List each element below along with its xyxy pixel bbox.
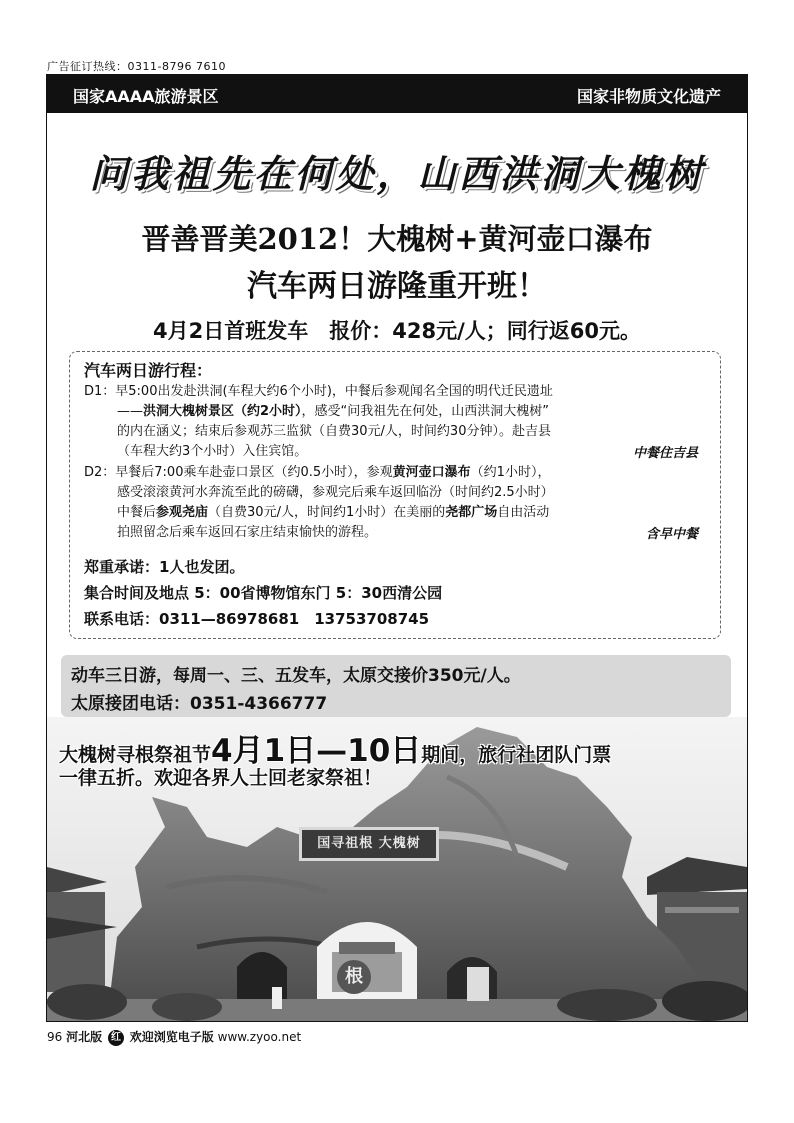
page-number: 96 xyxy=(47,1030,63,1044)
d1-line-2-rest: ，感受“问我祖先在何处，山西洪洞大槐树” xyxy=(301,404,550,419)
price-line: 4月2日首班发车 报价：428元/人；同行返60元。 xyxy=(153,319,641,343)
train-tour-line: 动车三日游，每周一、三、五发车，太原交接价350元/人。 xyxy=(71,666,521,686)
d2-line-3-mid: （自费30元/人，时间约1小时）在美丽的 xyxy=(208,505,446,520)
d2-line-3-post: 自由活动 xyxy=(497,505,550,520)
d2-yaodu-square: 尧都广场 xyxy=(445,505,498,520)
headline-bold-part: 大槐树+黄河壶口瀑布 xyxy=(367,222,653,256)
page-footer xyxy=(47,1028,301,1046)
festival-end-date: 10日 xyxy=(347,733,422,769)
d2-line-3-pre: 中餐后 xyxy=(117,505,157,520)
website-link[interactable]: www.zyoo.net xyxy=(217,1030,302,1044)
itinerary-title: 汽车两日游行程： xyxy=(84,361,213,380)
promise-line: 郑重承诺：1人也发团。 xyxy=(84,558,245,576)
top-banner xyxy=(47,75,747,113)
d2-yao-temple: 参观尧庙 xyxy=(156,505,209,520)
headline-line-2: 汽车两日游隆重开班！ xyxy=(247,269,547,304)
train-tour-band xyxy=(61,655,731,717)
gate-root-emblem: 根 xyxy=(337,960,371,994)
d1-meal-note: 中餐住吉县 xyxy=(632,446,698,461)
d2-line-4: 拍照留念后乘车返回石家庄结束愉快的游程。 xyxy=(117,525,378,540)
d2-line-2: 感受滚滚黄河水奔流至此的磅礴，参观完后乘车返回临汾（时间约2.5小时） xyxy=(117,485,554,500)
e-edition-tagline: 欢迎浏览电子版 xyxy=(129,1030,214,1044)
scenic-grade-label: 国家AAAA旅游景区 xyxy=(73,87,219,106)
headline-line-1 xyxy=(47,217,747,258)
d2-line-1-pre: D2：早餐后7:00乘车赴壶口景区（约0.5小时），参观 xyxy=(84,465,393,480)
calligraphy-slogan: 问我祖先在何处，山西洪洞大槐树 xyxy=(89,151,705,196)
heritage-label: 国家非物质文化遗产 xyxy=(576,87,721,106)
gate-plaque: 国寻祖根 大槐树 xyxy=(299,827,439,861)
ad-hotline: 广告征订热线：0311-8796 7610 xyxy=(47,60,226,73)
d2-meal-note: 含早中餐 xyxy=(645,527,698,542)
d2-line-1 xyxy=(84,463,550,483)
gathering-line: 集合时间及地点 5：00省博物馆东门 5：30西清公园 xyxy=(84,584,443,602)
d2-waterfall: 黄河壶口瀑布 xyxy=(392,465,471,480)
festival-start-date: 4月1日 xyxy=(211,733,317,769)
taiyuan-phone-line: 太原接团电话：0351-4366777 xyxy=(71,694,328,714)
d1-line-2 xyxy=(117,402,549,422)
d1-scenic-spot: 洪洞大槐树景区（约2小时） xyxy=(143,404,302,419)
publication-logo-icon: 红 xyxy=(108,1030,124,1046)
festival-line-2: 一律五折。欢迎各界人士回老家祭祖！ xyxy=(59,767,383,789)
headline-serif-part: 晋善晋美2012！ xyxy=(141,222,368,256)
edition-label: 河北版 xyxy=(66,1030,103,1044)
d2-line-1-post: （约1小时）， xyxy=(470,465,551,480)
festival-name: 大槐树寻根祭祖节 xyxy=(59,744,212,766)
festival-date-dash: — xyxy=(316,733,348,769)
ad-frame xyxy=(46,74,748,1022)
d1-dash: —— xyxy=(117,404,143,419)
festival-ticket-note: 期间，旅行社团队门票 xyxy=(421,744,612,766)
contact-phone-line: 联系电话：0311—86978681 13753708745 xyxy=(84,610,430,628)
d1-line-1: D1：早5:00出发赴洪洞(车程大约6个小时)，中餐后参观闻名全国的明代迁民遗址 xyxy=(84,384,553,399)
itinerary-box xyxy=(69,351,721,639)
d2-line-3 xyxy=(117,503,549,523)
d1-line-4: （车程大约3个小时）入住宾馆。 xyxy=(117,444,308,459)
d1-line-3: 的内在涵义；结束后参观苏三监狱（自费30元/人，时间约30分钟）。赴吉县 xyxy=(117,424,551,439)
